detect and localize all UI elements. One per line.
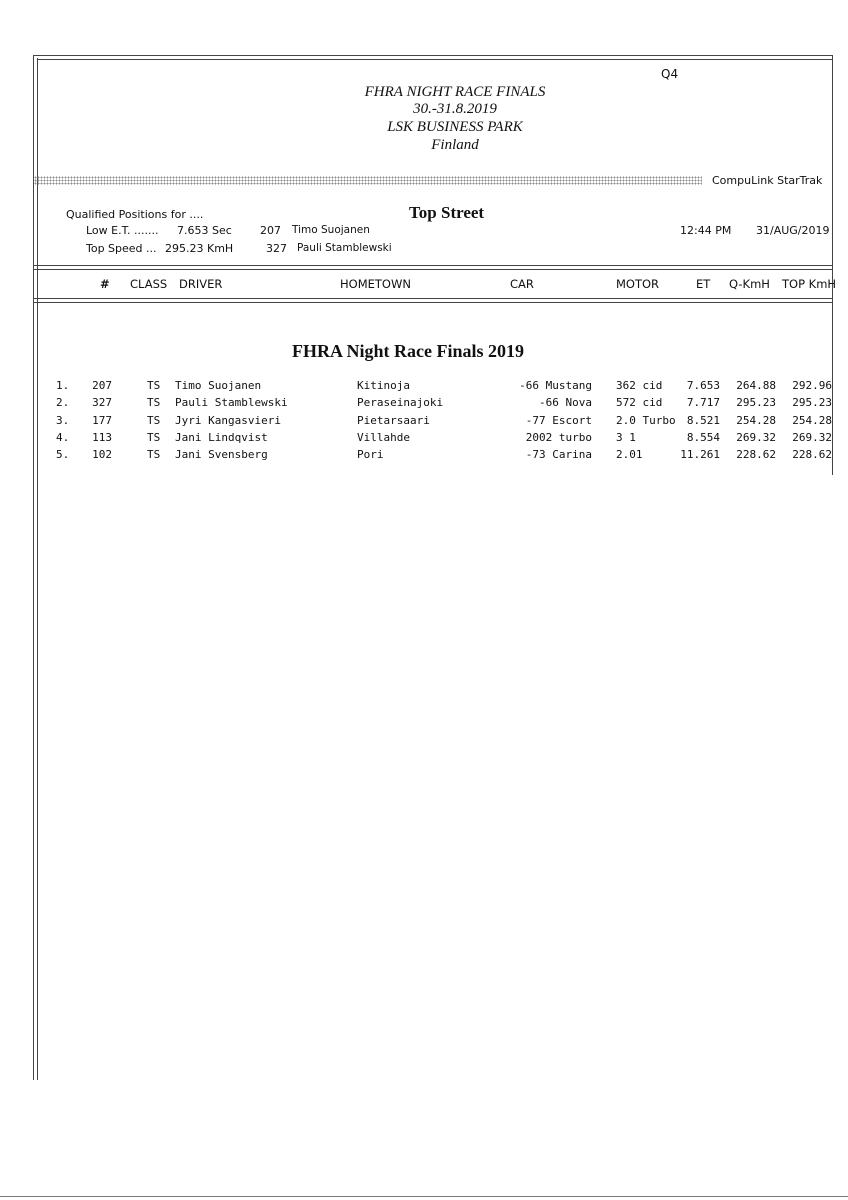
cell-car: 2002 turbo — [525, 430, 592, 444]
cell-motor: 3 1 — [616, 430, 636, 444]
cell-class: TS — [147, 396, 161, 410]
cell-num: 207 — [92, 379, 112, 392]
event-country: Finland — [431, 137, 479, 153]
section-title: FHRA Night Race Finals 2019 — [292, 341, 524, 361]
cell-qkmh: 295.23 — [736, 396, 776, 410]
header-rule-bottom-2 — [33, 302, 833, 303]
cell-et: 7.653 — [686, 379, 720, 392]
cell-hometown: Peraseinajoki — [357, 396, 444, 410]
cell-et: 11.261 — [680, 448, 720, 462]
low-et-value: 7.653 Sec — [177, 224, 232, 237]
cell-hometown: Villahde — [357, 430, 410, 444]
cell-qkmh: 264.88 — [736, 379, 776, 392]
left-border-outer — [33, 55, 34, 1080]
cell-motor: 2.01 — [616, 448, 643, 462]
cell-driver: Timo Suojanen — [175, 379, 262, 392]
cell-pos: 4. — [56, 430, 70, 444]
top-speed-label: Top Speed ... — [86, 242, 157, 255]
cell-driver: Jyri Kangasvieri — [175, 413, 281, 427]
cell-topkmh: 228.62 — [792, 448, 832, 462]
cell-topkmh: 292.96 — [792, 379, 832, 392]
cell-topkmh: 295.23 — [792, 396, 832, 410]
top-border-inner — [37, 59, 833, 60]
cell-num: 102 — [92, 448, 112, 462]
cell-driver: Jani Lindqvist — [175, 430, 268, 444]
cell-driver: Jani Svensberg — [175, 448, 268, 462]
cell-pos: 5. — [56, 448, 70, 462]
cell-num: 327 — [92, 396, 112, 410]
cell-qkmh: 228.62 — [736, 448, 776, 462]
top-border — [33, 55, 833, 56]
col-motor: MOTOR — [616, 277, 660, 291]
cell-car: -77 Escort — [525, 413, 592, 427]
cell-car: -73 Carina — [525, 448, 592, 462]
top-speed-driver: Pauli Stamblewski — [297, 242, 392, 254]
report-time: 12:44 PM — [680, 224, 732, 237]
cell-class: TS — [147, 430, 161, 444]
header-rule-top-1 — [33, 265, 833, 266]
cell-qkmh: 269.32 — [736, 430, 776, 444]
col-et: ET — [696, 277, 711, 291]
col-qkmh: Q-KmH — [729, 277, 770, 291]
cell-et: 7.717 — [686, 396, 720, 410]
cell-et: 8.521 — [686, 413, 720, 427]
software-label: CompuLink StarTrak — [712, 174, 823, 187]
header-rule-top-2 — [33, 269, 833, 270]
top-speed-value: 295.23 KmH — [165, 242, 234, 255]
cell-pos: 3. — [56, 413, 70, 427]
cell-motor: 362 cid — [616, 379, 663, 392]
qualified-label: Qualified Positions for .... — [66, 208, 204, 221]
low-et-number: 207 — [260, 224, 281, 237]
col-car: CAR — [510, 277, 534, 291]
cell-hometown: Kitinoja — [357, 379, 410, 392]
col-class: CLASS — [130, 277, 168, 291]
bottom-page-line — [0, 1196, 848, 1197]
cell-driver: Pauli Stamblewski — [175, 396, 288, 410]
cell-class: TS — [147, 448, 161, 462]
cell-pos: 2. — [56, 396, 70, 410]
cell-num: 177 — [92, 413, 112, 427]
dotted-separator — [34, 176, 702, 185]
cell-class: TS — [147, 379, 161, 392]
class-title: Top Street — [409, 203, 485, 222]
top-speed-number: 327 — [266, 242, 287, 255]
cell-topkmh: 269.32 — [792, 430, 832, 444]
header-rule-bottom-1 — [33, 298, 833, 299]
cell-topkmh: 254.28 — [792, 413, 832, 427]
cell-pos: 1. — [56, 379, 70, 392]
low-et-driver: Timo Suojanen — [292, 224, 370, 236]
col-driver: DRIVER — [179, 277, 223, 291]
cell-motor: 572 cid — [616, 396, 663, 410]
cell-car: -66 Mustang — [519, 379, 592, 392]
event-venue: LSK BUSINESS PARK — [387, 119, 523, 135]
event-dates: 30.-31.8.2019 — [413, 101, 497, 117]
cell-car: -66 Nova — [539, 396, 592, 410]
col-topkmh: TOP KmH — [782, 277, 837, 291]
col-hometown: HOMETOWN — [340, 277, 411, 291]
page-code: Q4 — [661, 67, 679, 81]
col-num: # — [100, 277, 110, 291]
cell-qkmh: 254.28 — [736, 413, 776, 427]
cell-class: TS — [147, 413, 161, 427]
event-title: FHRA NIGHT RACE FINALS — [364, 84, 546, 100]
cell-num: 113 — [92, 430, 112, 444]
cell-et: 8.554 — [686, 430, 720, 444]
low-et-label: Low E.T. ....... — [86, 224, 159, 237]
cell-motor: 2.0 Turbo — [616, 413, 676, 427]
cell-hometown: Pori — [357, 448, 384, 462]
left-border-inner — [37, 58, 38, 1080]
report-date: 31/AUG/2019 — [756, 224, 830, 237]
cell-hometown: Pietarsaari — [357, 413, 430, 427]
